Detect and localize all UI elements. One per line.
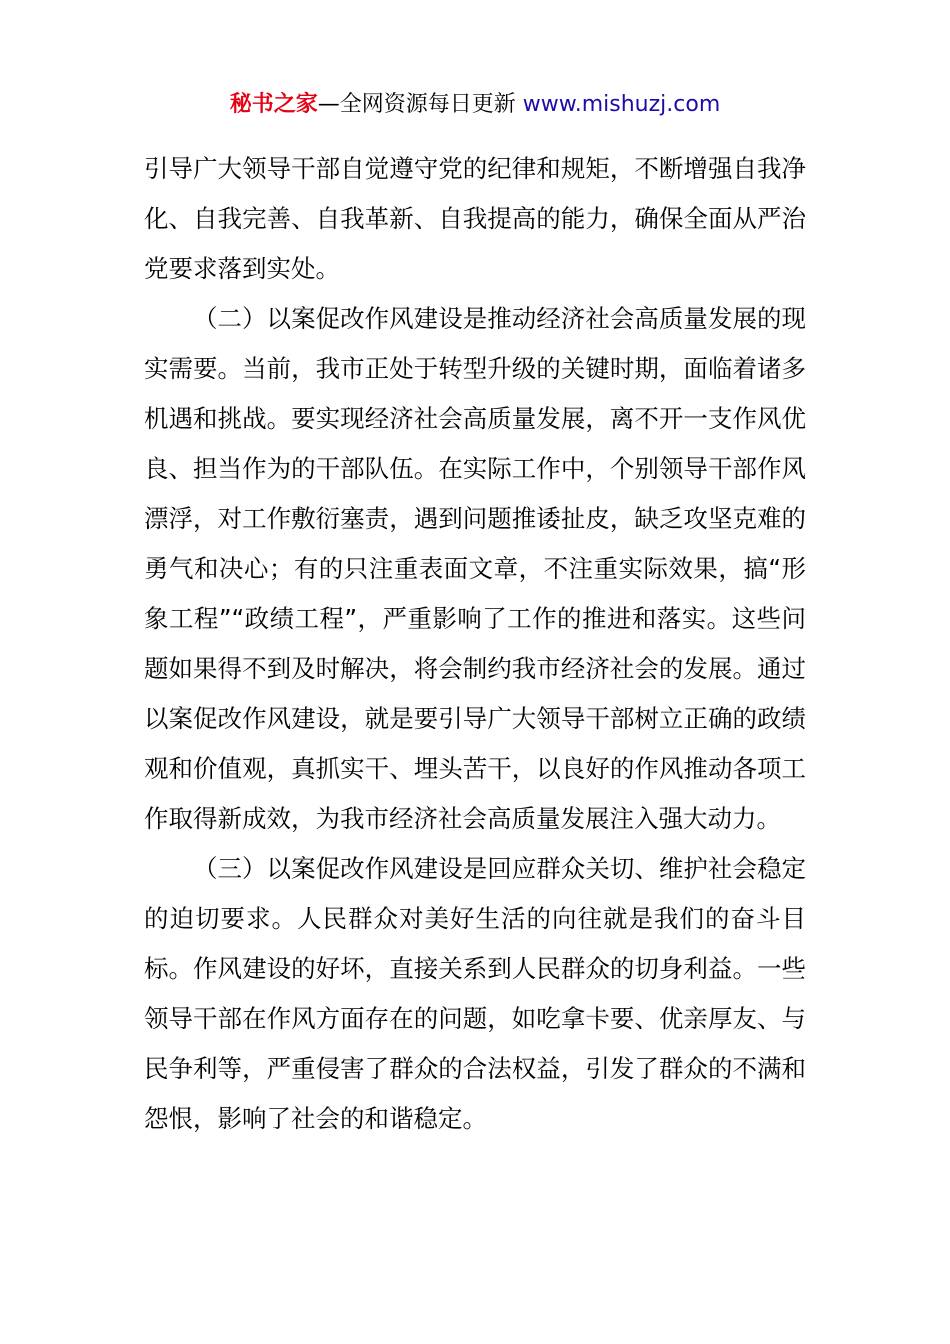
site-url-link[interactable]: www.mishuzj.com <box>522 92 721 117</box>
paragraph-section-2: （二）以案促改作风建设是推动经济社会高质量发展的现实需要。当前，我市正处于转型升级的关键时期，面临着诸多机遇和挑战。要实现经济社会高质量发展，离不开一支作风优良、担当作为的干部队伍。在实际工作中，个别领导干部作风漂浮，对工作敷衍塞责，遇到问题推诿扯皮，缺乏攻坚克难的勇气和决心；有的只注重表面文章，不注重实际效果，搞“形象工程”“政绩工程”，严重影响了工作的推进和落实。这些问题如果得不到及时解决，将会制约我市经济社会的发展。通过以案促改作风建设，就是要引导广大领导干部树立正确的政绩观和价值观，真抓实干、埋头苦干，以良好的作风推动各项工作取得新成效，为我市经济社会高质量发展注入强大动力。 <box>144 304 806 833</box>
site-header <box>0 88 950 122</box>
header-tagline: —全网资源每日更新 <box>317 92 523 117</box>
brand-name: 秘书之家 <box>229 92 318 117</box>
paragraph-section-3: （三）以案促改作风建设是回应群众关切、维护社会稳定的迫切要求。人民群众对美好生活的向往就是我们的奋斗目标。作风建设的好坏，直接关系到人民群众的切身利益。一些领导干部在作风方面存在的问题，如吃拿卡要、优亲厚友、与民争利等，严重侵害了群众的合法权益，引发了群众的不满和怨恨，影响了社会的和谐稳定。 <box>144 854 806 1133</box>
paragraph-continuation: 引导广大领导干部自觉遵守党的纪律和规矩，不断增强自我净化、自我完善、自我革新、自我提高的能力，确保全面从严治党要求落到实处。 <box>144 154 806 283</box>
document-body <box>144 144 806 1144</box>
